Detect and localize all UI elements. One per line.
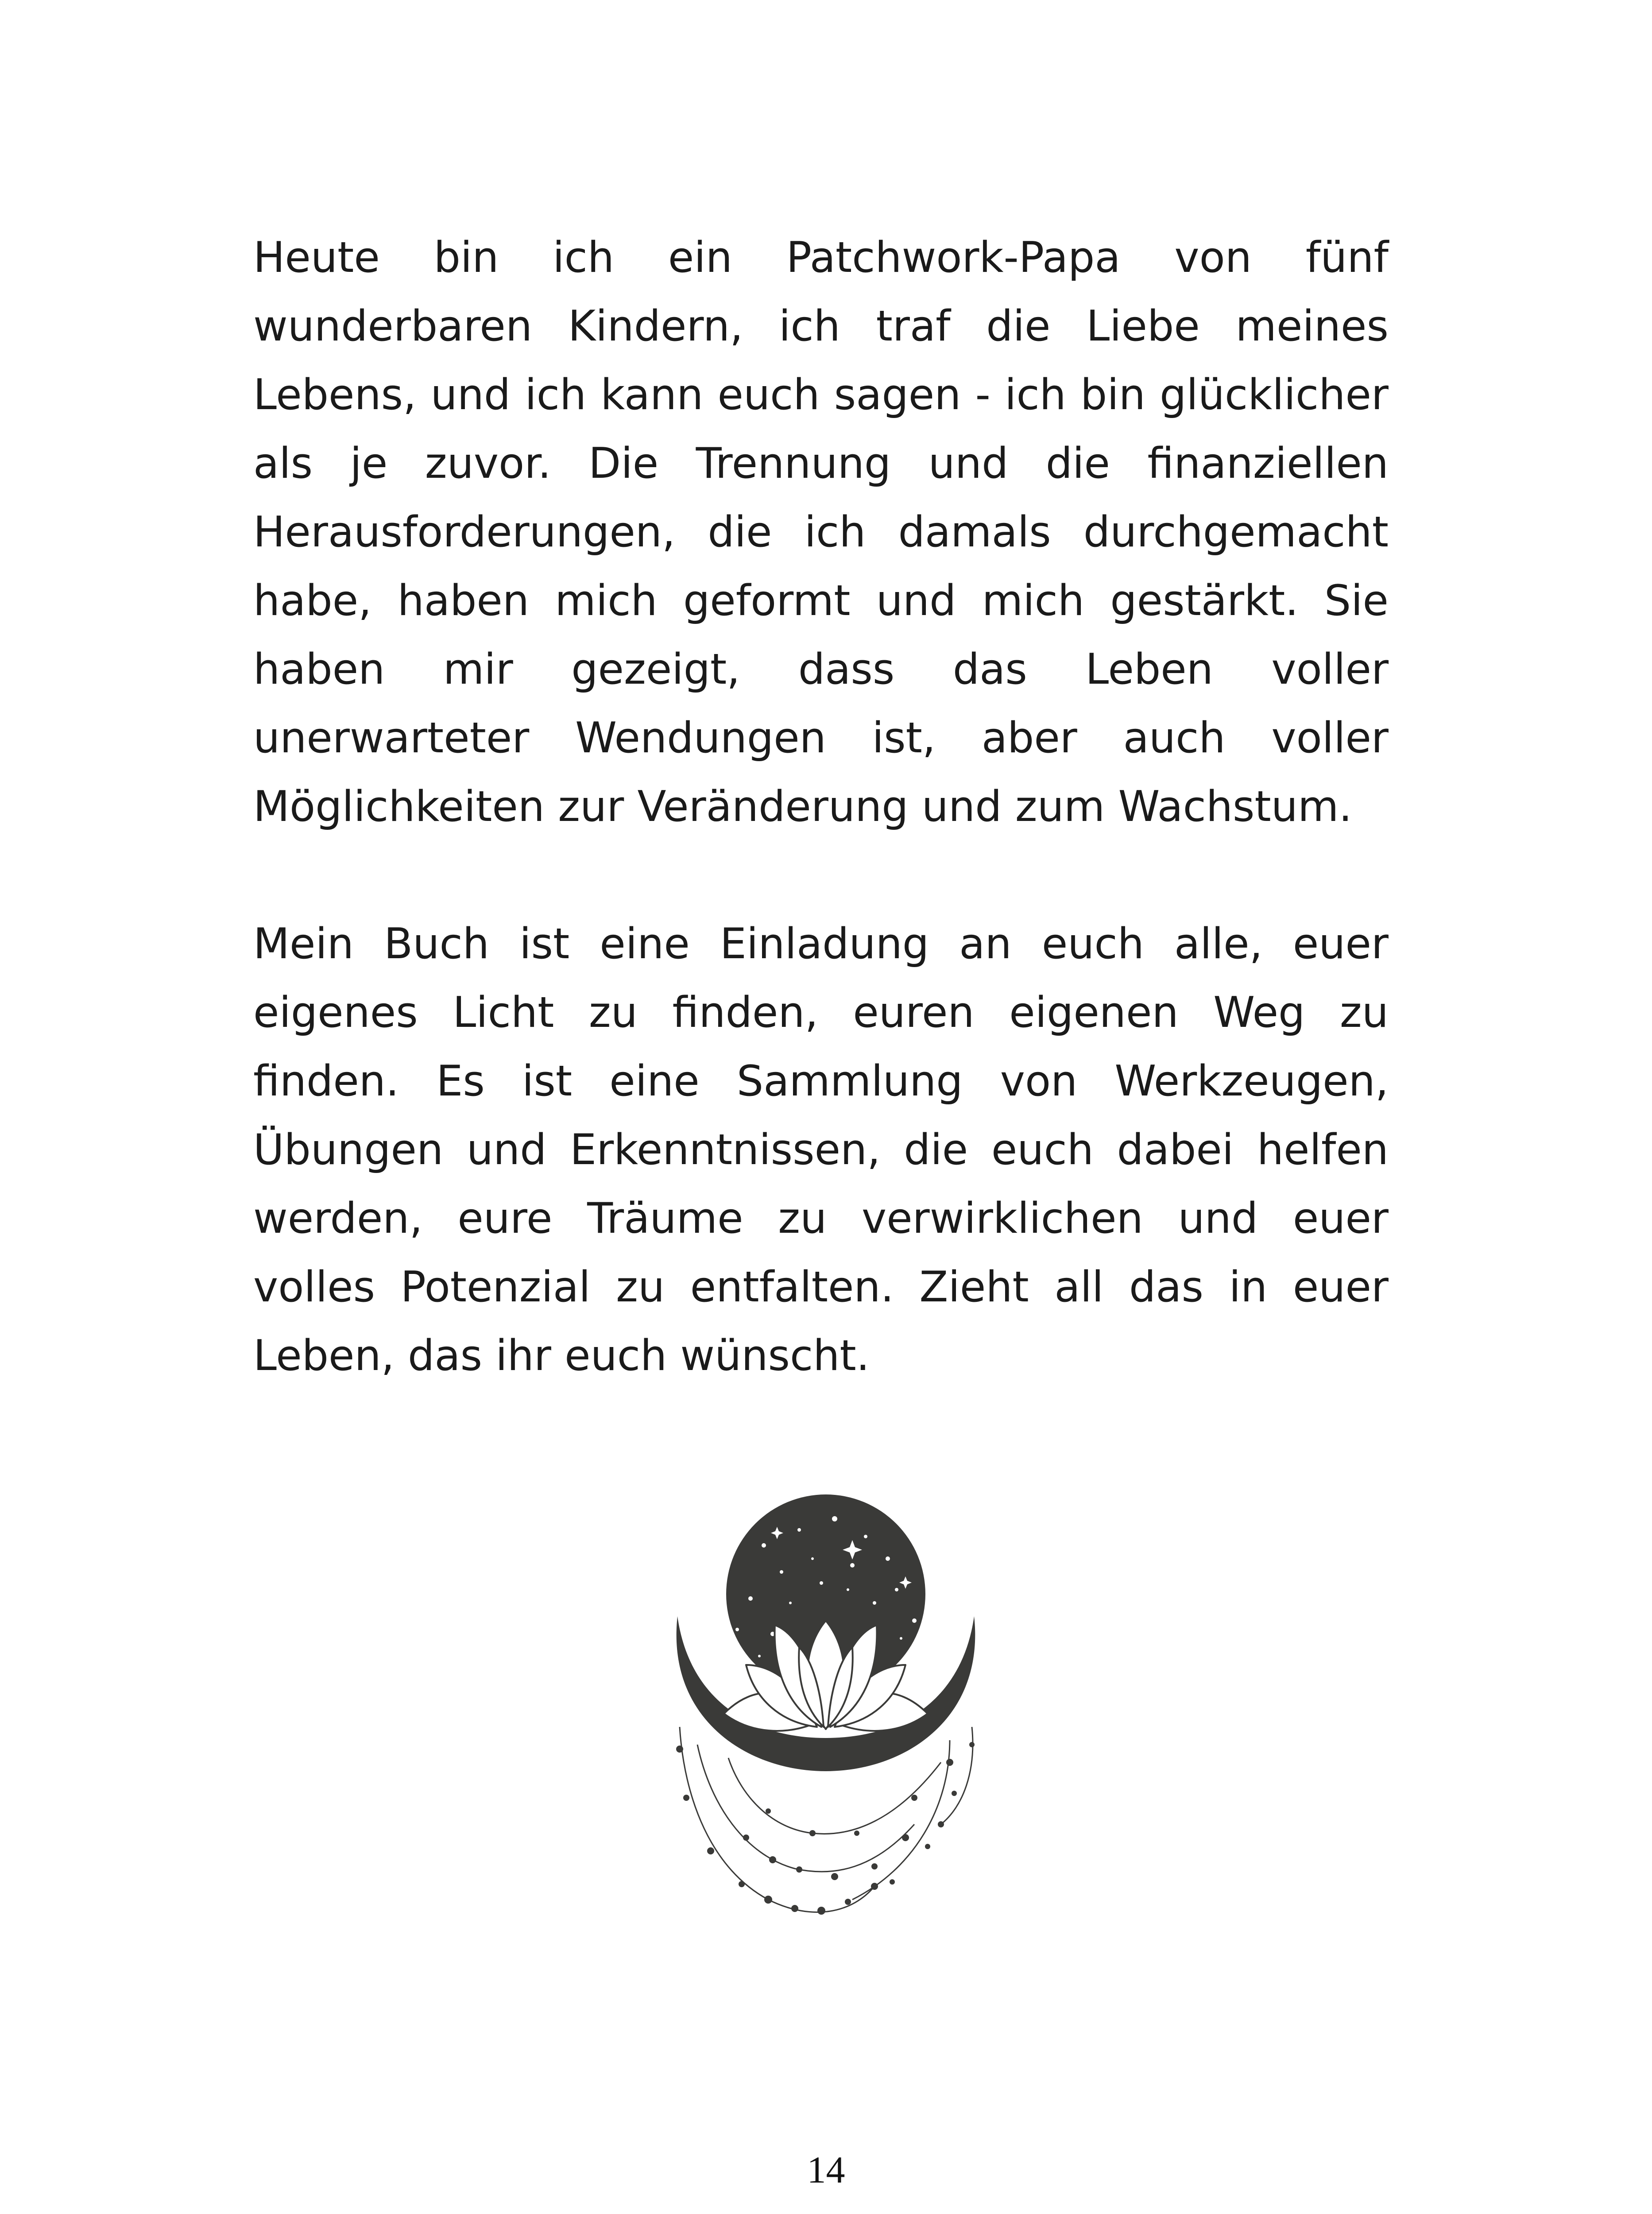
paragraph-1: Heute bin ich ein Patchwork-Papa von fünf wunderbaren Kindern, ich traf die Liebe meines Lebens, und ich kann euch sagen - ich bin glücklicher als je zuvor. Die Trennung und die finanziellen Herausforderungen, die ich damals durchgemacht habe, haben mich geformt und mich gestärkt. Sie haben mir gezeigt, dass das Leben voller unerwarteter Wendungen ist, aber auch voller Möglichkeiten zur Veränderung und zum Wachstum. — [253, 233, 1389, 831]
paragraph-2: Mein Buch ist eine Einladung an euch alle, euer eigenes Licht zu finden, euren eigenen Weg zu finden. Es ist eine Sammlung von Werkzeugen, Übungen und Erkenntnissen, die euch dabei helfen werden, eure Träume zu verwirklichen und euer volles Potenzial zu entfalten. Zieht all das in euer Leben, das ihr euch wünscht. — [253, 920, 1389, 1380]
body-text — [253, 224, 1389, 1390]
moon-lotus-icon — [666, 1488, 985, 1922]
page-number: 14 — [807, 2148, 845, 2191]
